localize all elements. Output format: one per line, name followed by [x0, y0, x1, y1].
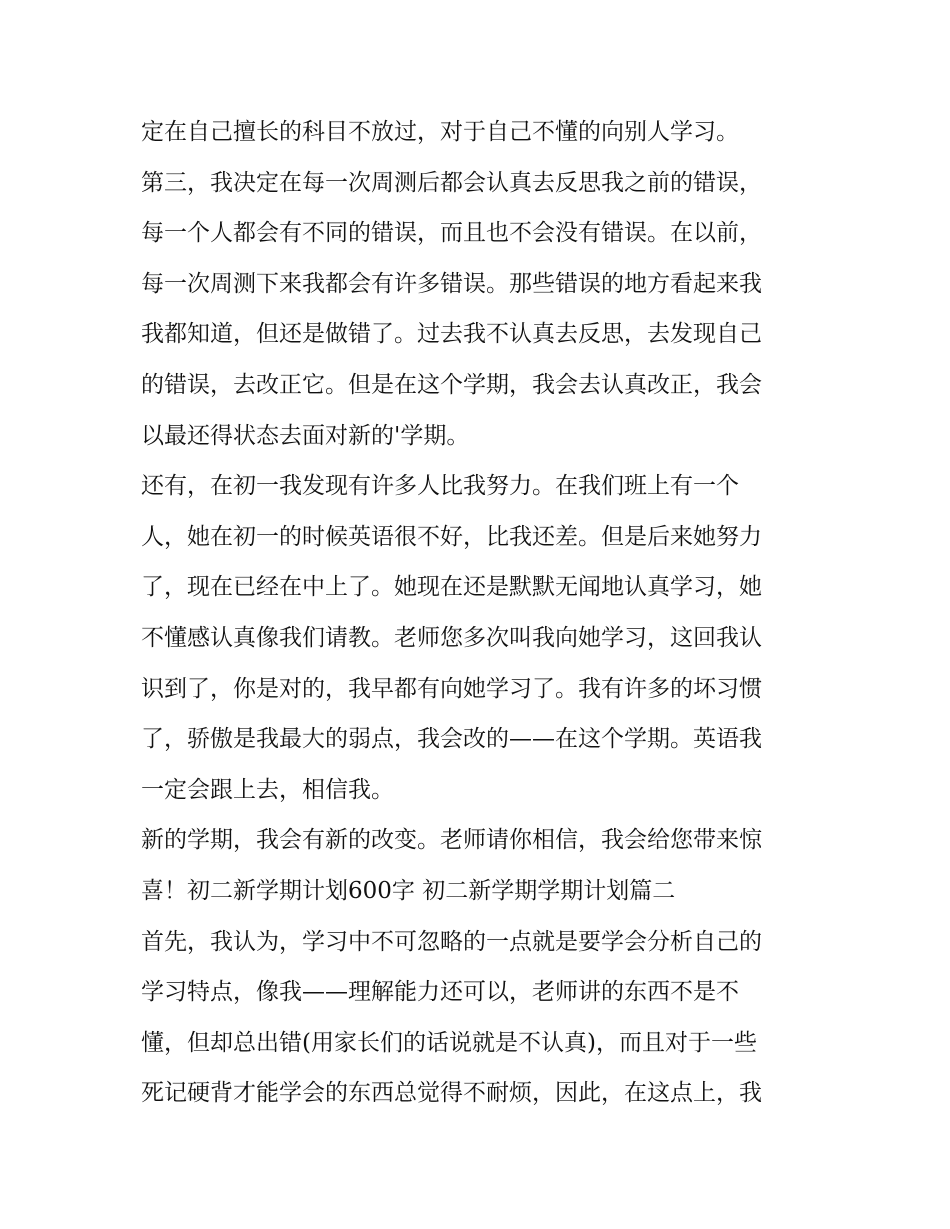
text-line: 每一个人都会有不同的错误，而且也不会没有错误。在以前， — [141, 220, 762, 247]
text-line: 学习特点，像我——理解能力还可以，老师讲的东西不是不 — [141, 979, 739, 1006]
text-line: 识到了，你是对的，我早都有向她学习了。我有许多的坏习惯 — [141, 675, 762, 702]
text-line: 死记硬背才能学会的东西总觉得不耐烦，因此，在这点上，我 — [141, 1080, 762, 1107]
body-text — [141, 107, 841, 1119]
text-line: 了，现在已经在中上了。她现在还是默默无闻地认真学习，她 — [141, 574, 762, 601]
text-line: 第三，我决定在每一次周测后都会认真去反思我之前的错误， — [141, 169, 762, 196]
text-line: 还有，在初一我发现有许多人比我努力。在我们班上有一个 — [141, 473, 739, 500]
text-line: 首先，我认为，学习中不可忽略的一点就是要学会分析自己的 — [141, 928, 762, 955]
text-line: 新的学期，我会有新的改变。老师请你相信，我会给您带来惊 — [141, 827, 762, 854]
text-line: 定在自己擅长的科目不放过，对于自己不懂的向别人学习。 — [141, 119, 739, 145]
text-line: 我都知道，但还是做错了。过去我不认真去反思，去发现自己 — [141, 321, 762, 348]
text-line: 以最还得状态去面对新的'学期。 — [141, 422, 470, 449]
text-line: 了，骄傲是我最大的弱点，我会改的——在这个学期。英语我 — [141, 726, 762, 753]
text-line: 每一次周测下来我都会有许多错误。那些错误的地方看起来我 — [141, 270, 762, 297]
text-line: 人，她在初一的时候英语很不好，比我还差。但是后来她努力 — [141, 523, 762, 550]
text-line: 喜！初二新学期计划600字 初二新学期学期计划篇二 — [141, 877, 676, 904]
text-line: 懂，但却总出错(用家长们的话说就是不认真)，而且对于一些 — [141, 1029, 757, 1056]
text-line: 一定会跟上去，相信我。 — [141, 776, 394, 803]
text-line: 的错误，去改正它。但是在这个学期，我会去认真改正，我会 — [141, 371, 762, 398]
text-line: 不懂感认真像我们请教。老师您多次叫我向她学习，这回我认 — [141, 624, 762, 651]
